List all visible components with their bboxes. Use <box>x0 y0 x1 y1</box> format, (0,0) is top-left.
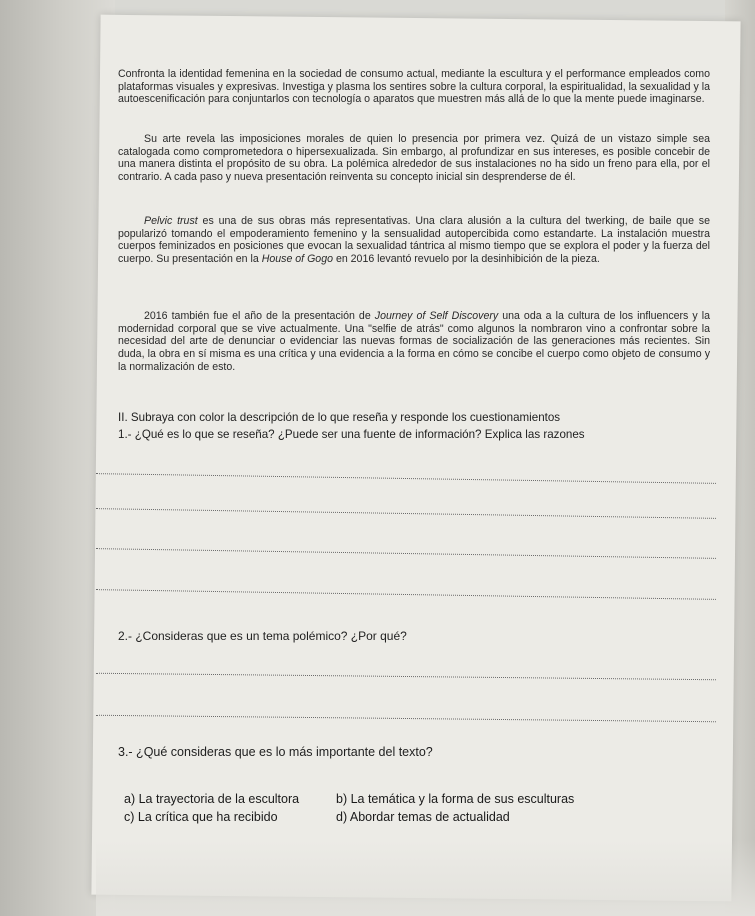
paragraph-intro <box>118 68 710 106</box>
paragraph-journey-text: 2016 también fue el año de la presentación de <box>144 310 371 322</box>
option-c[interactable]: c) La crítica que ha recibido <box>124 810 278 824</box>
paragraph-pelvic-trust-text: es una de sus obras más representativas. Una clara alusión a la cultura del twerking, de baile que se popularizó tomando el empoderamiento femenino y la sensualidad autopercibida como estandarte. La instalación muestra cuerpos feminizados en posiciones que evocan la sexualidad tántrica al mismo tiempo que se explora el poder y la fuerza del cuerpo. Su presentación en la <box>118 215 710 266</box>
answer-options <box>124 792 684 824</box>
option-d[interactable]: d) Abordar temas de actualidad <box>336 810 510 824</box>
question-3: 3.- ¿Qué consideras que es lo más importante del texto? <box>118 745 433 759</box>
question-1: 1.- ¿Qué es lo que se reseña? ¿Puede ser una fuente de información? Explica las razones <box>118 428 585 441</box>
paragraph-journey <box>118 310 710 374</box>
option-b[interactable]: b) La temática y la forma de sus esculturas <box>336 792 575 806</box>
paragraph-journey-text-end: una oda a la cultura de los influencers y la modernidad corporal que se vive actualmente. Una "selfie de atrás" como algunos la nombraron vino a confrontar sobre la necesidad del arte de denunciar o evidenciar las nuevas formas de socialización de las generaciones más recientes. Sin duda, la obra en sí misma es una crítica y una evidencia a la forma en cómo se concibe el cuerpo como objeto de consumo y la normalización de esto. <box>118 310 710 373</box>
paragraph-pelvic-trust <box>118 215 710 266</box>
venue-house-of-gogo: House of Gogo <box>261 253 333 266</box>
instruction-heading: II. Subraya con color la descripción de lo que reseña y responde los cuestionamientos <box>118 411 561 424</box>
question-2: 2.- ¿Consideras que es un tema polémico? ¿Por qué? <box>118 629 407 643</box>
artwork-title-pelvic-trust: Pelvic trust <box>144 215 198 227</box>
paragraph-intro-text: Confronta la identidad femenina en la sociedad de consumo actual, mediante la escultura y el performance empleados como plataformas visuales y expresivas. Investiga y plasma los sentires sobre la cultura corporal, la espiritualidad, la sexualidad y la autoescenificación para conjuntarlos con tecnología o aparatos que muestren más allá de lo que la mente puede imaginarse. <box>118 68 710 106</box>
page-bottom <box>96 840 755 916</box>
artwork-title-journey: Journey of Self Discovery <box>374 310 499 322</box>
paragraph-pelvic-trust-text-end: en 2016 levantó revuelo por la desinhibición de la pieza. <box>335 253 600 266</box>
paragraph-morals-text: Su arte revela las imposiciones morales de quien lo presencia por primera vez. Quizá de un vistazo simple sea catalogada como comprometedora o hipersexualizada. Sin embargo, al profundizar en sus intereses, es posible concebir de una manera distinta el propósito de su obra. La polémica alrededor de sus instalaciones no ha sido un freno para ella, por el contrario. A cada paso y nueva presentación reinventa su concepto inicial sin desprenderse de él. <box>118 133 710 184</box>
option-a[interactable]: a) La trayectoria de la escultora <box>124 792 300 806</box>
paragraph-morals <box>118 133 710 184</box>
